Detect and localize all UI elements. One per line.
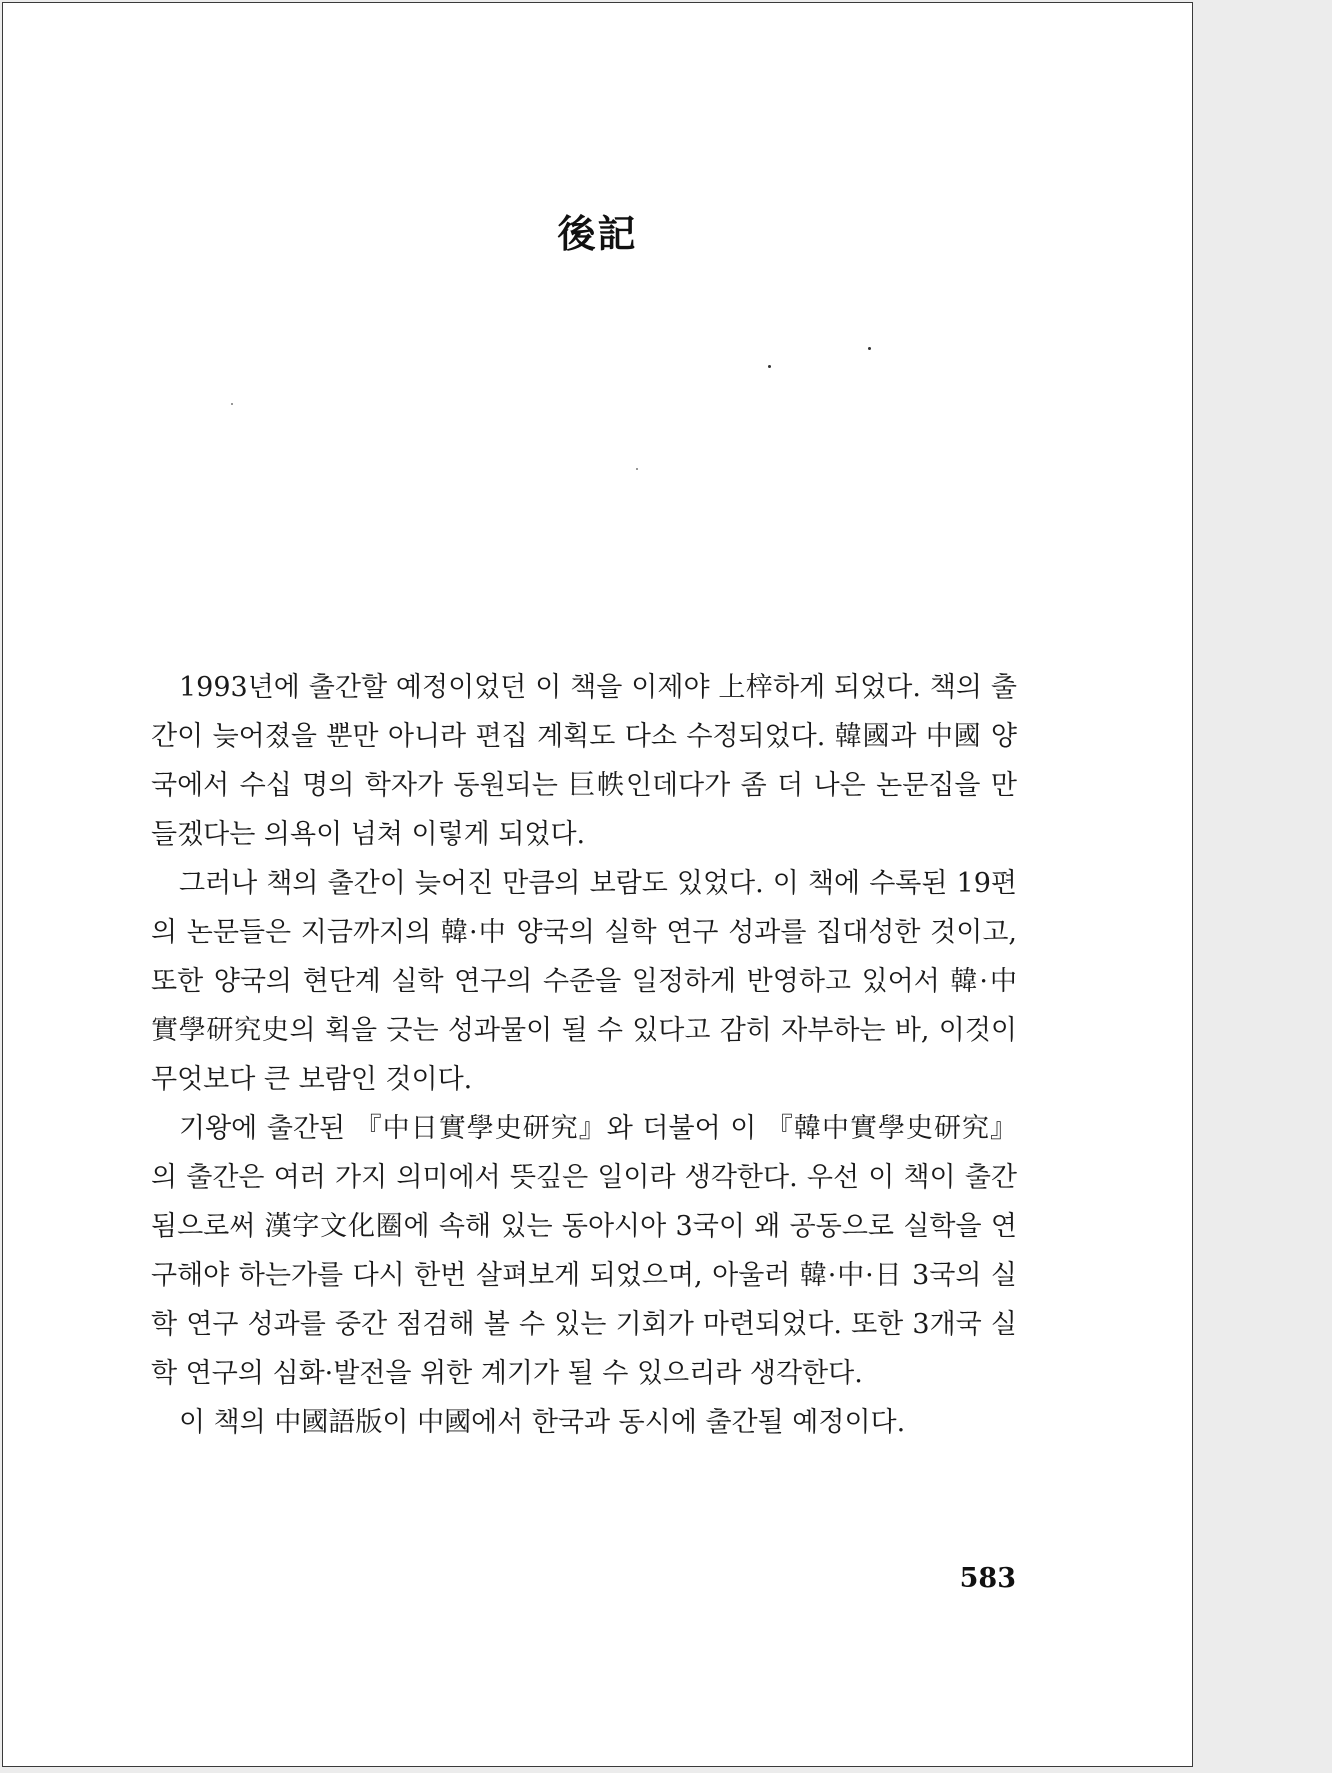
scan-speck: [636, 468, 638, 470]
paragraph-1: 1993년에 출간할 예정이었던 이 책을 이제야 上梓하게 되었다. 책의 출간이 늦어졌을 뿐만 아니라 편집 계획도 다소 수정되었다. 韓國과 中國 양국에서 수십 명의 학자가 동원되는 巨帙인데다가 좀 더 나은 논문집을 만들겠다는 의욕이 넘쳐 이렇게 되었다.: [151, 672, 1017, 850]
document-page: [2, 2, 1193, 1767]
scan-speck: [231, 403, 233, 405]
paragraph-3: 기왕에 출간된 『中日實學史研究』와 더불어 이 『韓中實學史研究』의 출간은 여러 가지 의미에서 뜻깊은 일이라 생각한다. 우선 이 책이 출간됨으로써 漢字文化圈에 속해 있는 동아시아 3국이 왜 공동으로 실학을 연구해야 하는가를 다시 한번 살펴보게 되었으며, 아울러 韓·中·日 3국의 실학 연구 성과를 중간 점검해 볼 수 있는 기회가 마련되었다. 또한 3개국 실학 연구의 심화·발전을 위한 계기가 될 수 있으리라 생각한다.: [151, 1113, 1017, 1389]
page-title: 後記: [557, 211, 638, 256]
page-number: 583: [959, 1563, 1016, 1594]
paragraph-4: 이 책의 中國語版이 中國에서 한국과 동시에 출간될 예정이다.: [179, 1407, 906, 1438]
paragraph-2: 그러나 책의 출간이 늦어진 만큼의 보람도 있었다. 이 책에 수록된 19편의 논문들은 지금까지의 韓·中 양국의 실학 연구 성과를 집대성한 것이고, 또한 양국의 현단계 실학 연구의 수준을 일정하게 반영하고 있어서 韓·中 實學研究史의 획을 긋는 성과물이 될 수 있다고 감히 자부하는 바, 이것이 무엇보다 큰 보람인 것이다.: [151, 868, 1017, 1095]
scan-speck: [868, 347, 871, 350]
scan-speck: [768, 365, 771, 368]
afterword-body: [151, 663, 1017, 1447]
